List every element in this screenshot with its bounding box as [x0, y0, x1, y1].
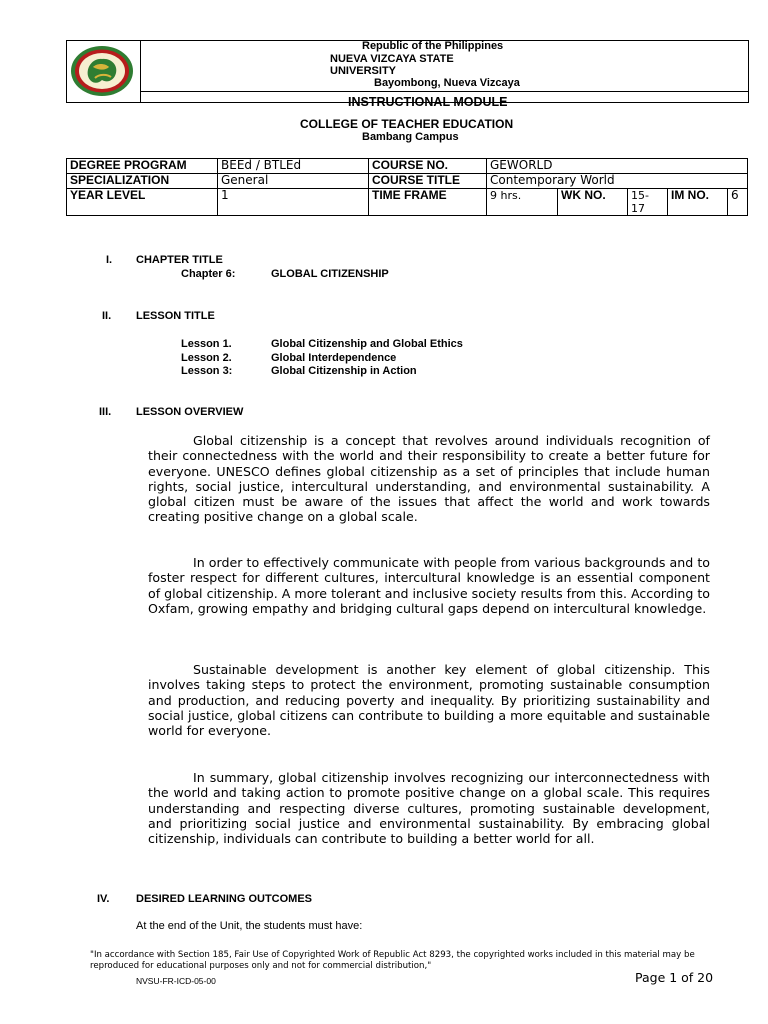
university-seal-icon: [69, 45, 135, 97]
time-frame-label: TIME FRAME: [369, 189, 487, 216]
page-number: Page 1 of 20: [635, 970, 714, 985]
overview-paragraph-3: Sustainable development is another key element of global citizenship. This involves taking steps to protect the environment, promoting sustainable consumption and production, and reducing poverty and inequality. By prioritizing sustainability and social justice, global citizens can contribute to building a more equitable and sustainable world for everyone.: [148, 662, 710, 739]
section-2-number: II.: [102, 310, 112, 322]
header-line-university: NUEVA VIZCAYA STATE: [330, 53, 454, 65]
section-1-number: I.: [106, 254, 113, 266]
week-no-value: 15-17: [628, 189, 668, 216]
specialization-label: SPECIALIZATION: [67, 174, 218, 189]
im-no-value: 6: [728, 189, 748, 216]
lesson-3-title: Global Citizenship in Action: [271, 365, 417, 377]
specialization-value: General: [218, 174, 369, 189]
header-line-republic: Republic of the Philippines: [362, 40, 504, 52]
section-1-title: CHAPTER TITLE: [136, 254, 223, 266]
section-4-title: DESIRED LEARNING OUTCOMES: [136, 893, 313, 905]
overview-paragraph-1: Global citizenship is a concept that revolves around individuals recognition of their connectedness with the world and their responsibility to create a better future for everyone. UNESCO defines global citizenship as a set of principles that include human rights, social justice, intercultural understanding, and environmental sustainability. A global citizen must be aware of the issues that affect the world and work towards creating positive change on a global scale.: [148, 433, 710, 525]
course-no-label: COURSE NO.: [369, 159, 487, 174]
chapter-title: GLOBAL CITIZENSHIP: [271, 268, 389, 280]
course-info-table: [66, 158, 748, 216]
lesson-1-label: Lesson 1.: [181, 338, 232, 350]
college-name: COLLEGE OF TEACHER EDUCATION: [300, 117, 514, 131]
course-no-value: GEWORLD: [487, 159, 748, 174]
course-title-value: Contemporary World: [487, 174, 748, 189]
overview-paragraph-4: In summary, global citizenship involves recognizing our interconnectedness with the world and taking action to promote positive change on a global scale. This requires understanding and respecting diverse cultures, promoting sustainable development, and prioritizing social justice and environmental sustainability. By embracing global citizenship, individuals can contribute to building a better world for all.: [148, 770, 710, 847]
time-frame-value: 9 hrs.: [487, 189, 558, 216]
module-title: INSTRUCTIONAL MODULE: [348, 95, 508, 109]
outcomes-intro: At the end of the Unit, the students must have:: [136, 920, 363, 932]
section-4-number: IV.: [97, 893, 110, 905]
overview-paragraph-2: In order to effectively communicate with people from various backgrounds and to foster respect for different cultures, intercultural knowledge is an essential component of global citizenship. A more tolerant and inclusive society results from this. According to Oxfam, growing empathy and bridging cultural gaps depend on intercultural knowledge.: [148, 555, 710, 616]
im-no-label: IM NO.: [668, 189, 728, 216]
degree-label: DEGREE PROGRAM: [67, 159, 218, 174]
header-underline: [140, 91, 749, 92]
lesson-2-label: Lesson 2.: [181, 352, 232, 364]
header-line-university-2: UNIVERSITY: [330, 65, 397, 77]
copyright-notice: "In accordance with Section 185, Fair Use of Copyrighted Work of Republic Act 8293, the copyrighted works included in this material may be reproduced for educational purposes only and not for commercial distribution,": [90, 950, 695, 971]
chapter-label: Chapter 6:: [181, 268, 236, 280]
section-2-title: LESSON TITLE: [136, 310, 215, 322]
week-no-label: WK NO.: [558, 189, 628, 216]
header-divider: [140, 41, 141, 103]
lesson-1-title: Global Citizenship and Global Ethics: [271, 338, 463, 350]
campus-name: Bambang Campus: [362, 131, 459, 143]
lesson-3-label: Lesson 3:: [181, 365, 233, 377]
course-title-label: COURSE TITLE: [369, 174, 487, 189]
degree-value: BEEd / BTLEd: [218, 159, 369, 174]
section-3-title: LESSON OVERVIEW: [136, 406, 244, 418]
header-line-location: Bayombong, Nueva Vizcaya: [374, 77, 520, 89]
section-3-number: III.: [99, 406, 112, 418]
form-code: NVSU-FR-ICD-05-00: [136, 976, 216, 986]
year-level-value: 1: [218, 189, 369, 216]
lesson-2-title: Global Interdependence: [271, 352, 397, 364]
year-level-label: YEAR LEVEL: [67, 189, 218, 216]
